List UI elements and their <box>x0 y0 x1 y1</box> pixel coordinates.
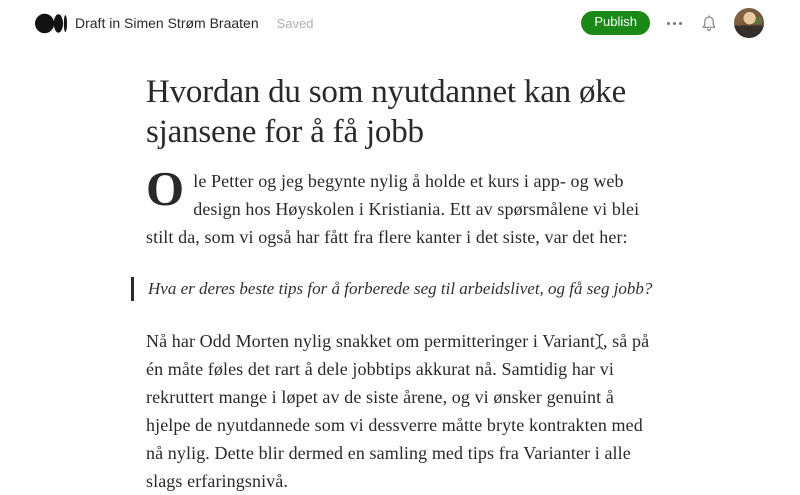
draft-title-label: Draft in Simen Strøm Braaten <box>75 15 259 31</box>
publish-button[interactable]: Publish <box>581 11 650 34</box>
paragraph-body-text-after: , så på én måte føles det rart å dele jobbtips akkurat nå. Samtidig har vi rekruttert mange i løpet av de siste årene, og vi ønsker genuint å hjelpe de nyutdannede som vi dessverre måtte bryte kontrakten med nå nylig. Dette blir dermed en samling med tips fra Varianter i alle slags erfaringsnivå. <box>146 331 650 491</box>
topbar-left <box>35 13 314 34</box>
more-options-icon[interactable] <box>665 18 684 29</box>
article-title[interactable]: Hvordan du som nyutdannet kan øke sjansene for å få jobb <box>146 74 627 150</box>
blockquote-text: Hva er deres beste tips for å forberede seg til arbeidslivet, og få seg jobb? <box>148 279 653 298</box>
paragraph-body[interactable] <box>146 327 654 495</box>
dropcap: O <box>146 161 185 216</box>
editor-canvas[interactable] <box>146 72 654 495</box>
saved-status: Saved <box>276 15 314 31</box>
paragraph-intro[interactable] <box>146 161 654 251</box>
paragraph-intro-text: le Petter og jeg begynte nylig å holde et kurs i app- og web design hos Høyskolen i Kristiania. Ett av spørsmålene vi blei stilt da, som vi også har fått fra flere kanter i det siste, var det her: <box>146 171 640 247</box>
user-avatar[interactable] <box>734 8 764 38</box>
paragraph-body-text-before: Nå har Odd Morten nylig snakket om permitteringer i Variant <box>146 331 595 351</box>
medium-logo-icon[interactable] <box>35 13 67 34</box>
editor-topbar <box>0 0 800 46</box>
notifications-bell-icon[interactable] <box>699 13 719 34</box>
topbar-right <box>581 8 764 38</box>
blockquote[interactable] <box>131 277 654 301</box>
